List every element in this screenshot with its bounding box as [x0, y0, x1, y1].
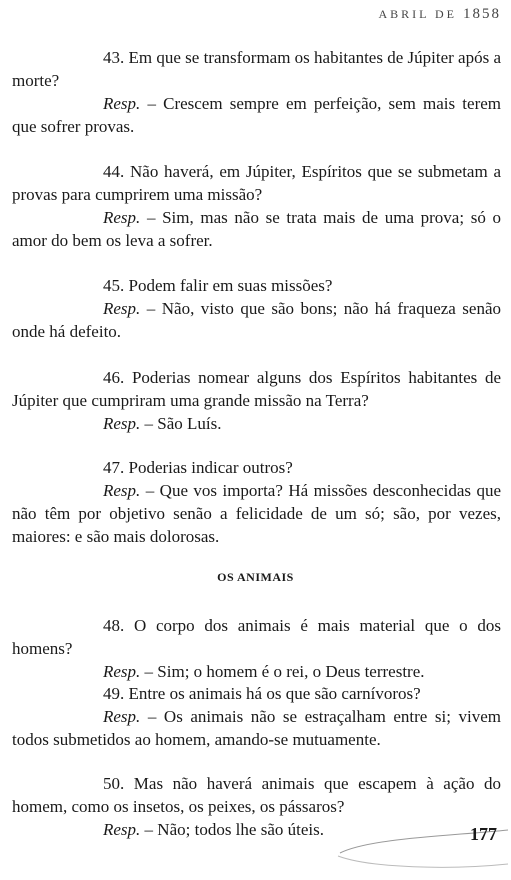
answer-text: – Não, visto que são bons; não há fraqueza senão onde há defeito. [12, 299, 502, 341]
header-year: 1858 [463, 6, 501, 22]
answer-text: – Crescem sempre em perfeição, sem mais terem que sofrer provas. [12, 94, 501, 136]
qa-item-44 [12, 160, 501, 252]
answer [12, 660, 501, 683]
question-text: 47. Poderias indicar outros? [103, 458, 293, 477]
qa-item-49 [12, 682, 501, 751]
answer-text: – São Luís. [144, 414, 222, 433]
qa-item-47 [12, 456, 501, 548]
question-text: 48. O corpo dos animais é mais material que o dos homens? [12, 616, 501, 658]
qa-item-43 [12, 46, 501, 138]
answer [12, 206, 501, 252]
answer-text: – Não; todos lhe são úteis. [144, 820, 324, 839]
answer-text: – Sim, mas não se trata mais de uma prova; só o amor do bem os leva a sofrer. [12, 208, 501, 250]
answer-text: – Os animais não se estraçalham entre si; vivem todos submetidos ao homem, amando-se mutuamente. [12, 707, 501, 749]
resp-label: Resp. [103, 299, 141, 318]
question-text: 46. Poderias nomear alguns dos Espíritos habitantes de Júpiter que cumpriram uma grande missão na Terra? [12, 368, 501, 410]
answer [12, 412, 501, 435]
resp-label: Resp. [103, 662, 141, 681]
resp-label: Resp. [103, 414, 141, 433]
question-text: 45. Podem falir em suas missões? [103, 276, 333, 295]
qa-item-46 [12, 366, 501, 435]
resp-label: Resp. [103, 208, 141, 227]
page-number: 177 [470, 824, 497, 844]
qa-item-48 [12, 614, 501, 683]
answer [12, 479, 501, 548]
answer-text: – Sim; o homem é o rei, o Deus terrestre. [144, 662, 425, 681]
question-text: 50. Mas não haverá animais que escapem à ação do homem, como os insetos, os peixes, os pássaros? [12, 774, 501, 816]
resp-label: Resp. [103, 707, 141, 726]
resp-label: Resp. [103, 481, 141, 500]
header-month: ABRIL DE [378, 7, 457, 21]
resp-label: Resp. [103, 820, 141, 839]
question-text: 43. Em que se transformam os habitantes de Júpiter após a morte? [12, 48, 501, 90]
answer [12, 92, 501, 138]
question-text: 44. Não haverá, em Júpiter, Espíritos que se submetam a provas para cumprirem uma missão? [12, 162, 501, 204]
answer [12, 705, 501, 751]
answer [12, 297, 501, 343]
answer-text: – Que vos importa? Há missões desconhecidas que não têm por objetivo senão a felicidade de um só; são, por vezes, maiores: e são mais dolorosas. [12, 481, 502, 546]
resp-label: Resp. [103, 94, 141, 113]
qa-item-45 [12, 274, 501, 343]
question-text: 49. Entre os animais há os que são carnívoros? [103, 684, 421, 703]
section-title: OS ANIMAIS [217, 570, 294, 584]
running-header [378, 6, 501, 23]
